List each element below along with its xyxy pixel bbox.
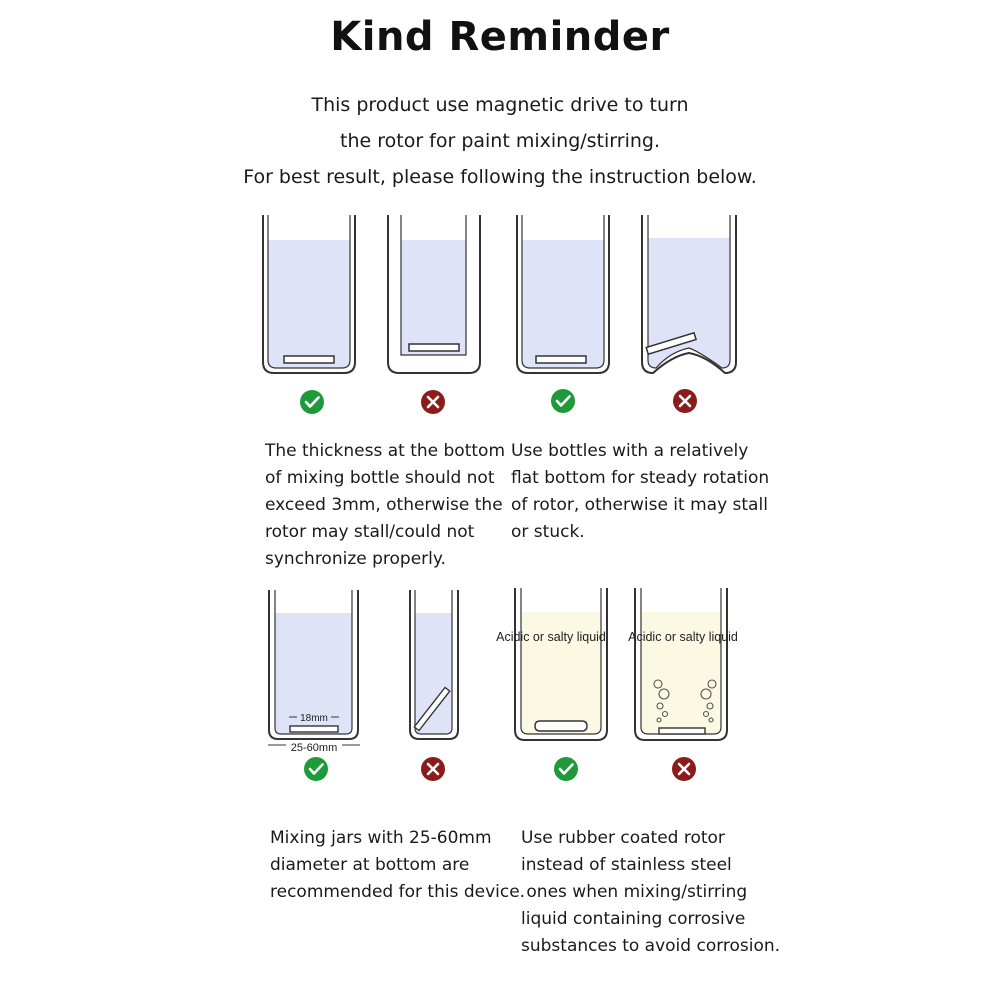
text-line: Mixing jars with 25-60mm — [270, 828, 492, 848]
cross-icon — [421, 757, 445, 781]
jar-diameter-label: 25-60mm — [290, 742, 338, 754]
jar-thin-bottom — [263, 215, 355, 373]
page-title: Kind Reminder — [330, 14, 670, 60]
text-line: Use rubber coated rotor — [521, 828, 725, 848]
intro-line-3: For best result, please following the instruction below. — [243, 166, 757, 188]
text-line: rotor may stall/could not — [265, 522, 475, 542]
text-line: of mixing bottle should not — [265, 468, 495, 488]
intro-line-2: the rotor for paint mixing/stirring. — [340, 130, 660, 152]
text-line: substances to avoid corrosion. — [521, 936, 781, 956]
rotor-length-label: 18mm — [300, 713, 328, 724]
rubber-rotor-note — [521, 825, 780, 960]
text-line: The thickness at the bottom — [265, 441, 506, 461]
acidic-liquid-label-1: Acidic or salty liquid — [496, 630, 606, 644]
cross-icon — [673, 389, 697, 413]
jar-acidic-steel-rotor — [635, 588, 727, 740]
check-icon — [300, 390, 324, 414]
jar-flat-bottom — [517, 215, 609, 373]
text-line: diameter at bottom are — [270, 855, 470, 875]
jar-domed-bottom — [642, 215, 736, 373]
bottom-thickness-note — [265, 438, 505, 573]
text-line: liquid containing corrosive — [521, 909, 746, 929]
cross-icon — [421, 390, 445, 414]
jar-acidic-rubber-rotor — [515, 588, 607, 740]
text-line: Use bottles with a relatively — [511, 441, 749, 461]
text-line: recommended for this device. — [270, 882, 526, 902]
check-icon — [551, 389, 575, 413]
check-icon — [304, 757, 328, 781]
check-icon — [554, 757, 578, 781]
cross-icon — [672, 757, 696, 781]
flat-bottom-note — [511, 438, 769, 546]
text-line: ones when mixing/stirring — [521, 882, 748, 902]
jar-narrow-diameter — [410, 590, 458, 739]
jar-thick-bottom — [388, 215, 480, 373]
text-line: flat bottom for steady rotation — [511, 468, 770, 488]
acidic-liquid-label-2: Acidic or salty liquid — [628, 630, 738, 644]
text-line: or stuck. — [511, 522, 585, 542]
text-line: synchronize properly. — [265, 549, 446, 569]
intro-line-1: This product use magnetic drive to turn — [311, 94, 689, 116]
diameter-note — [270, 825, 525, 906]
text-line: instead of stainless steel — [521, 855, 732, 875]
text-line: of rotor, otherwise it may stall — [511, 495, 768, 515]
text-line: exceed 3mm, otherwise the — [265, 495, 503, 515]
